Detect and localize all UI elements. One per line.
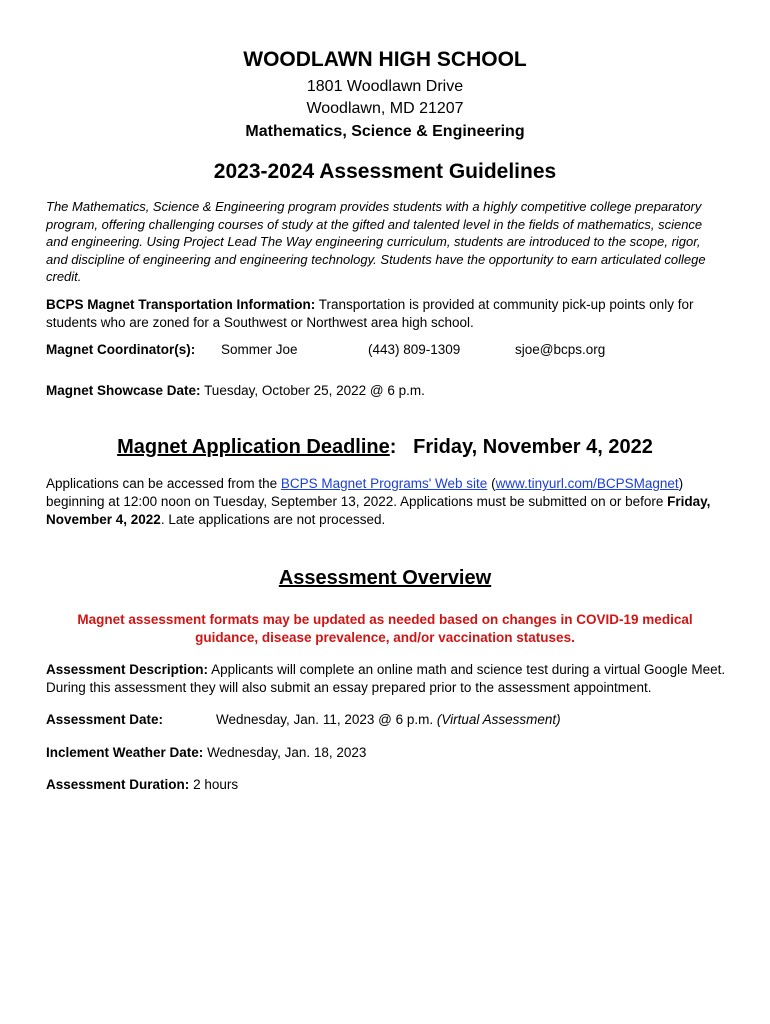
applications-info <box>46 475 726 529</box>
deadline-label: Magnet Application Deadline <box>117 436 390 458</box>
bcps-magnet-link[interactable]: BCPS Magnet Programs' Web site <box>280 476 488 491</box>
coordinator-email: sjoe@bcps.org <box>515 342 606 357</box>
address-line-2: Woodlawn, MD 21207 <box>306 100 464 117</box>
applications-text: Applications can be accessed from the <box>46 476 281 491</box>
applications-text: ) beginning at 12:00 noon on Tuesday, September 13, 2022. Applications must be submitted on or before <box>46 476 684 509</box>
transport-label: BCPS Magnet Transportation Information: <box>46 297 316 312</box>
coordinator-phone: (443) 809-1309 <box>368 342 461 357</box>
assessment-date-note: (Virtual Assessment) <box>436 712 561 727</box>
address-line-1: 1801 Woodlawn Drive <box>306 78 464 95</box>
assessment-date-label: Assessment Date: <box>46 712 164 727</box>
department-name: Mathematics, Science & Engineering <box>245 123 525 140</box>
covid-notice: Magnet assessment formats may be updated as needed based on changes in COVID-19 medical guidance, disease prevalence, and/or vaccination statuses. <box>77 612 693 645</box>
applications-text: ( <box>487 476 496 491</box>
showcase-label: Magnet Showcase Date: <box>46 383 201 398</box>
deadline-date: Friday, November 4, 2022 <box>413 436 653 458</box>
weather-label: Inclement Weather Date: <box>46 745 204 760</box>
page-title: 2023-2024 Assessment Guidelines <box>213 160 557 183</box>
applications-text: . Late applications are not processed. <box>160 512 386 527</box>
overview-heading: Assessment Overview <box>278 567 492 589</box>
showcase-date <box>46 382 726 400</box>
applications-deadline-date: Friday, November 4, 2022 <box>46 494 711 527</box>
coordinator-name: Sommer Joe <box>221 342 298 357</box>
description-label: Assessment Description: <box>46 662 209 677</box>
duration-value: 2 hours <box>193 777 239 792</box>
school-name: WOODLAWN HIGH SCHOOL <box>243 48 527 71</box>
transport-text: Transportation is provided at community pick-up points only for students who are zoned for a Southwest or Northwest area high school. <box>46 297 694 330</box>
weather-value: Wednesday, Jan. 18, 2023 <box>207 745 367 760</box>
assessment-date-row <box>46 712 561 727</box>
duration-label: Assessment Duration: <box>46 777 190 792</box>
inclement-weather-row <box>46 745 366 760</box>
coordinator-label: Magnet Coordinator(s): <box>46 342 196 357</box>
assessment-date-value: Wednesday, Jan. 11, 2023 @ 6 p.m. <box>216 712 434 727</box>
deadline-colon: : <box>389 436 397 458</box>
assessment-duration-row <box>46 777 238 792</box>
showcase-value: Tuesday, October 25, 2022 @ 6 p.m. <box>204 383 425 398</box>
tinyurl-link[interactable]: www.tinyurl.com/BCPSMagnet <box>495 476 679 491</box>
deadline-heading <box>0 436 770 459</box>
assessment-date-value-group <box>216 712 561 727</box>
description-text: Applicants will complete an online math and science test during a virtual Google Meet. During this assessment they will also submit an essay prepared prior to the assessment appointment. <box>46 662 726 695</box>
program-intro: The Mathematics, Science & Engineering program provides students with a highly competitive college preparatory program, offering challenging courses of study at the gifted and talented level in the fields of mathematics, science and engineering. Using Project Lead The Way engineering curriculum, students are introduced to the scope, rigor, and discipline of engineering and engineering technology. Students have the opportunity to earn articulated college credit. <box>46 199 706 284</box>
assessment-description <box>46 661 726 697</box>
transport-info <box>46 296 726 332</box>
